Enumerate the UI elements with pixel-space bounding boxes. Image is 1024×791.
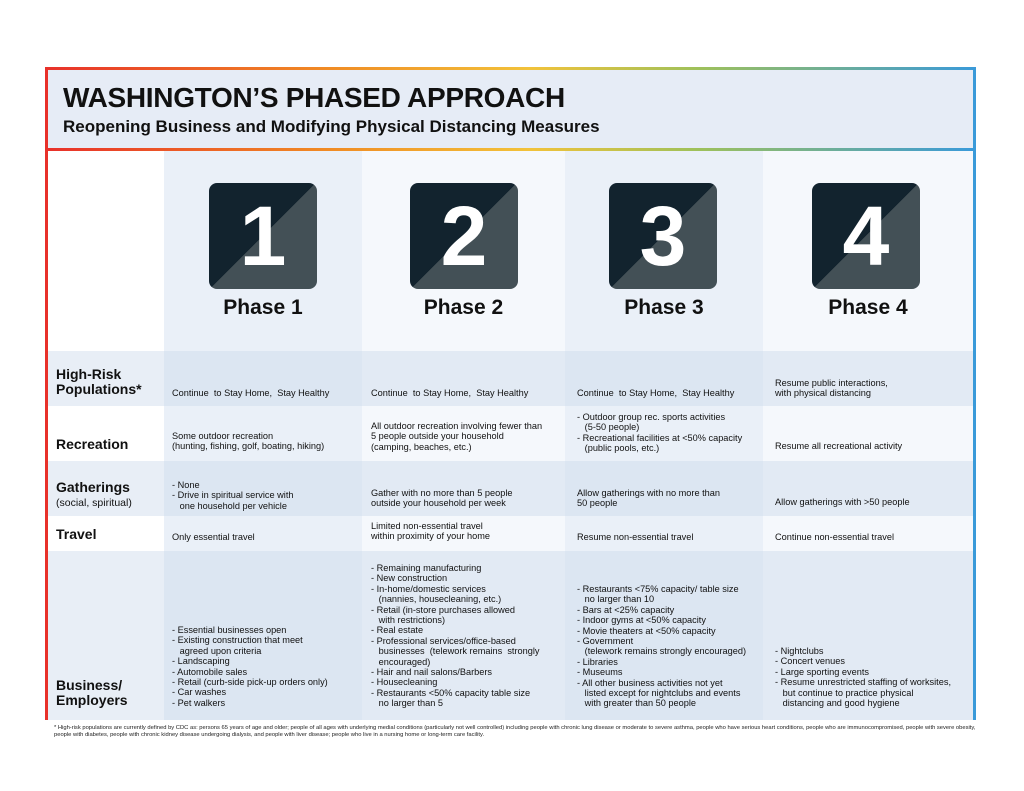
row-label-gatherings: Gatherings [56, 479, 130, 495]
row-label-business-line2: Employers [56, 692, 128, 708]
cell-gatherings-phase-3: Allow gatherings with no more than 50 people [577, 488, 720, 509]
row-label-travel: Travel [56, 526, 97, 542]
phase-3-label: Phase 3 [624, 296, 704, 319]
cell-recreation-phase-2: All outdoor recreation involving fewer than 5 people outside your household (camping, beaches, etc.) [371, 421, 543, 452]
row-label-high-risk-line1: High-Risk [56, 366, 122, 382]
phase-3-tile [609, 183, 717, 289]
cell-high-risk-phase-2: Continue to Stay Home, Stay Healthy [371, 388, 529, 398]
cell-recreation-phase-4: Resume all recreational activity [775, 441, 903, 451]
cell-recreation-phase-1: Some outdoor recreation (hunting, fishing, golf, boating, hiking) [172, 431, 325, 452]
cell-high-risk-phase-3: Continue to Stay Home, Stay Healthy [577, 388, 735, 398]
right-border [973, 67, 976, 720]
cell-travel-phase-3: Resume non-essential travel [577, 532, 694, 542]
phase-4-number: 4 [842, 189, 890, 283]
cell-gatherings-phase-4: Allow gatherings with >50 people [775, 497, 910, 507]
page-subtitle: Reopening Business and Modifying Physical Distancing Measures [63, 117, 600, 136]
phase-2-number: 2 [440, 189, 488, 283]
phase-1-label: Phase 1 [223, 296, 303, 319]
phase-2-label: Phase 2 [423, 296, 504, 319]
page-title: WASHINGTON’S PHASED APPROACH [63, 82, 565, 113]
row-sublabel-gatherings: (social, spiritual) [56, 497, 132, 509]
cell-business-phase-3: - Restaurants <75% capacity/ table size no larger than 10 - Bars at <25% capacity - Indoor gyms at <50% capacity - Movie theaters at <50% capacity - Government (telework remains strongly encouraged) - Libraries - Museums - All other business activities not yet listed except for nightclubs and events with greater than 50 people [577, 584, 747, 709]
phase-1-number: 1 [239, 189, 287, 283]
cell-business-phase-1: - Essential businesses open - Existing construction that meet agreed upon criteria - Landscaping - Automobile sales - Retail (curb-side pick-up orders only) - Car washes - Pet walkers [172, 625, 328, 708]
cell-business-phase-2: - Remaining manufacturing - New construction - In-home/domestic services (nannies, housecleaning, etc.) - Retail (in-store purchases allowed with restrictions) - Real estate - Professional services/office-based businesses (telework remains strongly encouraged) - Hair and nail salons/Barbers - Housecleaning - Restaurants <50% capacity table size no larger than 5 [371, 563, 540, 709]
cell-business-phase-4: - Nightclubs - Concert venues - Large sporting events - Resume unrestricted staffing of worksites, but continue to practice physical distancing and good hygiene [775, 646, 951, 709]
phase-4-label: Phase 4 [828, 296, 908, 319]
footnote: * High-risk populations are currently defined by CDC as: persons 65 years of age and older; people of all ages with underlying medial conditions (particularly not well controlled) including people with chronic lung disease or moderate to severe asthma, people who have serious heart conditions, people who are immunocompromised, people with severe obesity, people with diabetes, people with chronic kidney disease undergoing dialysis, and people with liver disease; people who live in a nursing home or long-term care facility. [54, 725, 976, 739]
cell-travel-phase-1: Only essential travel [172, 532, 255, 542]
cell-travel-phase-2: Limited non-essential travel within proximity of your home [371, 521, 490, 542]
cell-gatherings-phase-2: Gather with no more than 5 people outside your household per week [371, 488, 513, 509]
row-label-high-risk-line2: Populations* [56, 381, 142, 397]
cell-high-risk-phase-1: Continue to Stay Home, Stay Healthy [172, 388, 330, 398]
cell-gatherings-phase-1: - None - Drive in spiritual service with one household per vehicle [172, 480, 294, 511]
phase-1-tile [209, 183, 317, 289]
phase-2-tile [410, 183, 518, 289]
cell-recreation-phase-3: - Outdoor group rec. sports activities (5-50 people) - Recreational facilities at <50% capacity (public pools, etc.) [577, 412, 743, 454]
cell-travel-phase-4: Continue non-essential travel [775, 532, 894, 542]
row-label-business-line1: Business/ [56, 677, 123, 693]
phase-4-tile [812, 183, 920, 289]
cell-high-risk-phase-4: Resume public interactions, with physical distancing [775, 378, 888, 399]
phase-3-number: 3 [639, 189, 687, 283]
row-label-recreation: Recreation [56, 436, 129, 452]
